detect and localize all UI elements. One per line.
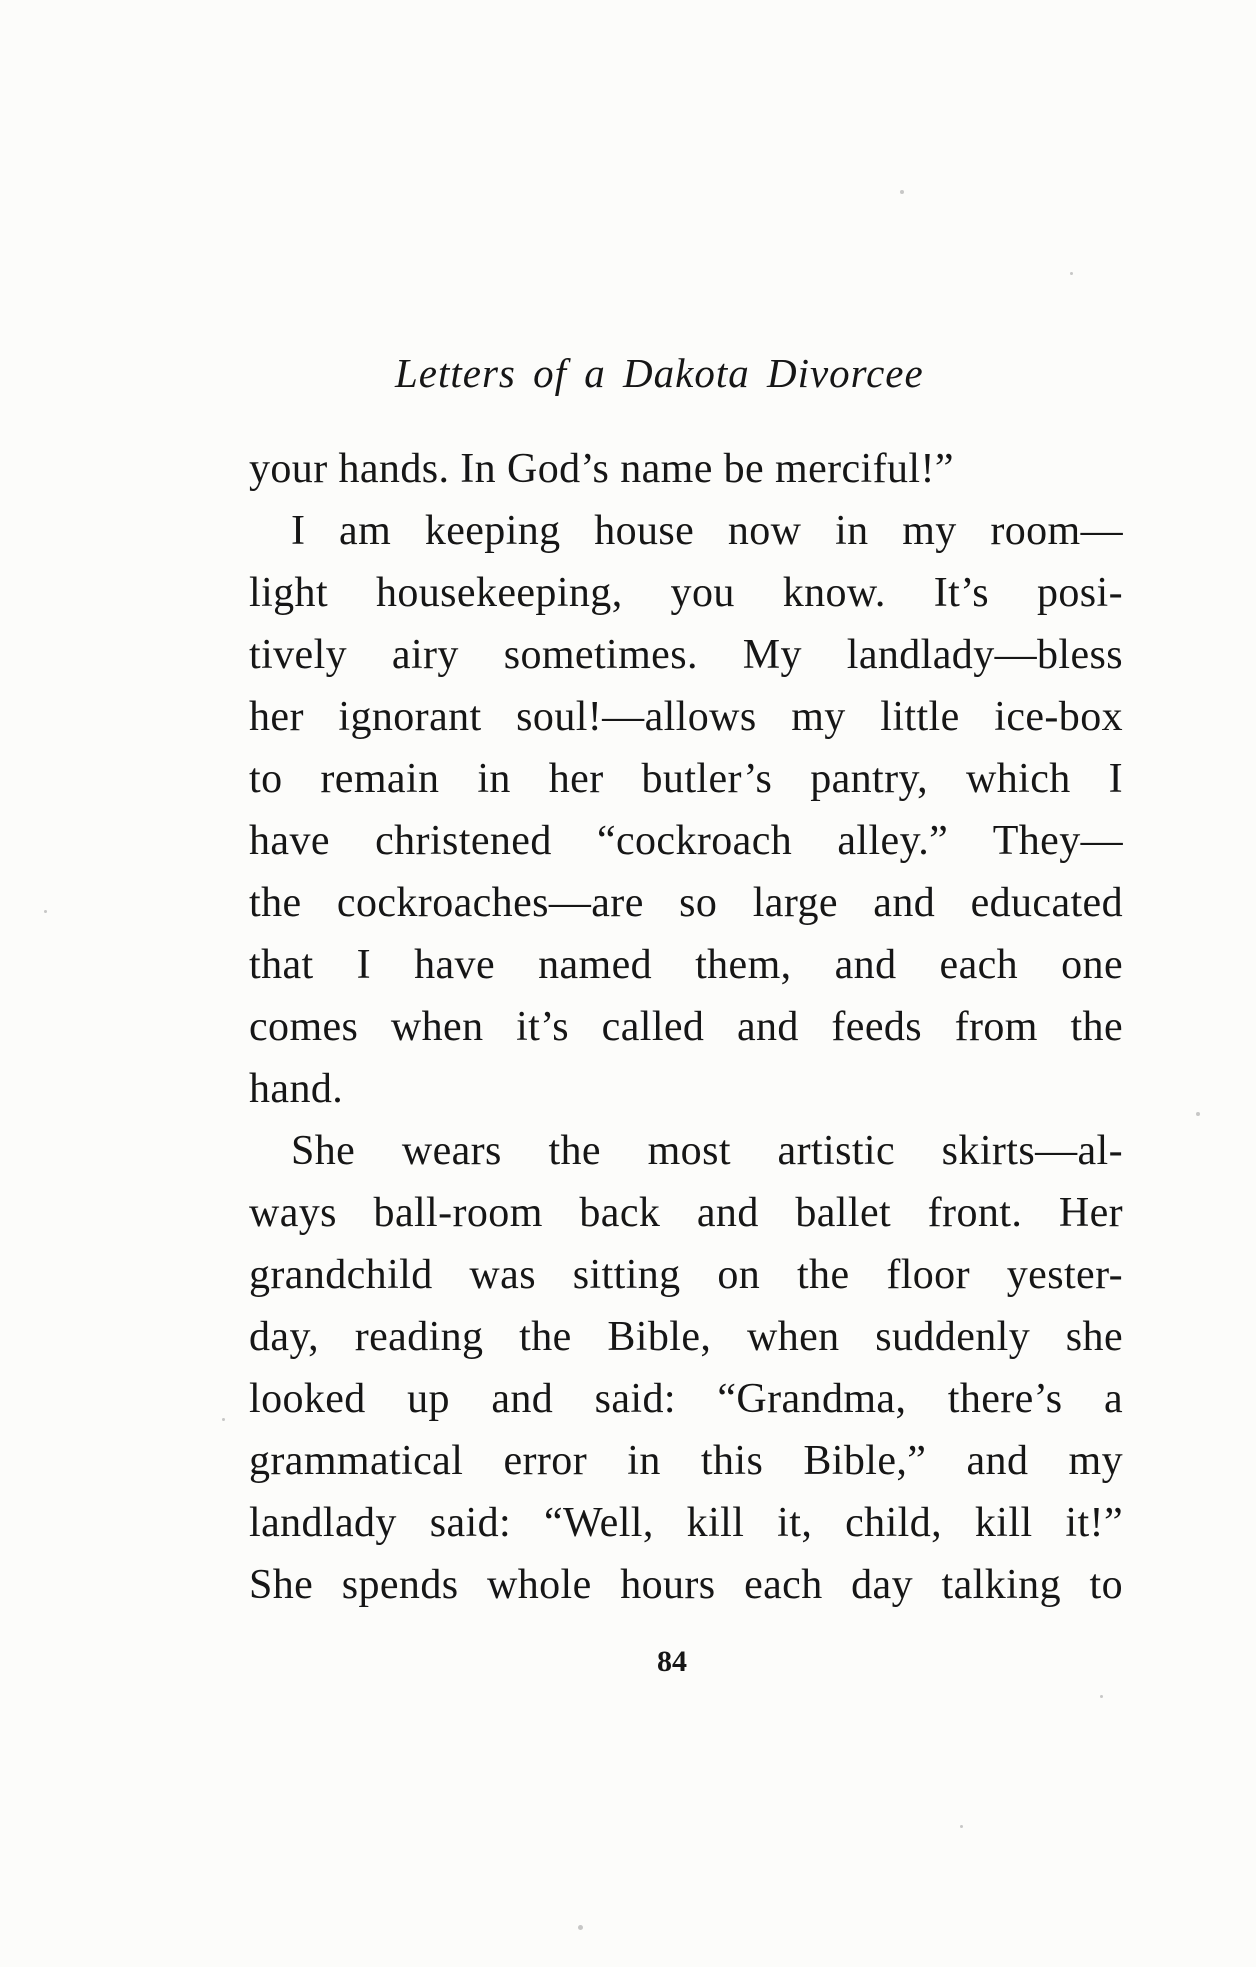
text-line: comes when it’s called and feeds from the — [249, 1004, 1123, 1050]
text-line: hand. — [249, 1066, 344, 1112]
running-title: Letters of a Dakota Divorcee — [395, 350, 924, 396]
body-text — [249, 438, 1123, 1616]
scan-speck — [900, 190, 904, 194]
scan-speck — [1196, 1112, 1200, 1116]
page-number: 84 — [657, 1645, 687, 1678]
text-line: tively airy sometimes. My landlady—bless — [249, 632, 1123, 678]
text-line: the cockroaches—are so large and educated — [249, 880, 1123, 926]
text-line: your hands. In God’s name be merciful!” — [249, 446, 954, 492]
text-line: looked up and said: “Grandma, there’s a — [249, 1376, 1123, 1422]
text-line: ways ball-room back and ballet front. Her — [249, 1190, 1123, 1236]
text-line: have christened “cockroach alley.” They— — [249, 818, 1123, 864]
text-line: landlady said: “Well, kill it, child, kill it!” — [249, 1500, 1123, 1546]
text-line: grammatical error in this Bible,” and my — [249, 1438, 1123, 1484]
text-line: She wears the most artistic skirts—al- — [291, 1128, 1123, 1174]
text-line: day, reading the Bible, when suddenly she — [249, 1314, 1123, 1360]
text-line: light housekeeping, you know. It’s posi- — [249, 570, 1123, 616]
text-line: her ignorant soul!—allows my little ice-box — [249, 694, 1123, 740]
text-line: She spends whole hours each day talking to — [249, 1562, 1123, 1608]
scan-speck — [44, 910, 47, 913]
text-line: that I have named them, and each one — [249, 942, 1123, 988]
scan-speck — [960, 1825, 963, 1828]
text-line: I am keeping house now in my room— — [291, 508, 1123, 554]
text-line: grandchild was sitting on the floor yester- — [249, 1252, 1123, 1298]
scan-speck — [222, 1418, 225, 1421]
scan-speck — [1100, 1695, 1103, 1698]
scan-speck — [578, 1925, 583, 1930]
text-line: to remain in her butler’s pantry, which I — [249, 756, 1123, 802]
scan-speck — [1070, 272, 1073, 275]
